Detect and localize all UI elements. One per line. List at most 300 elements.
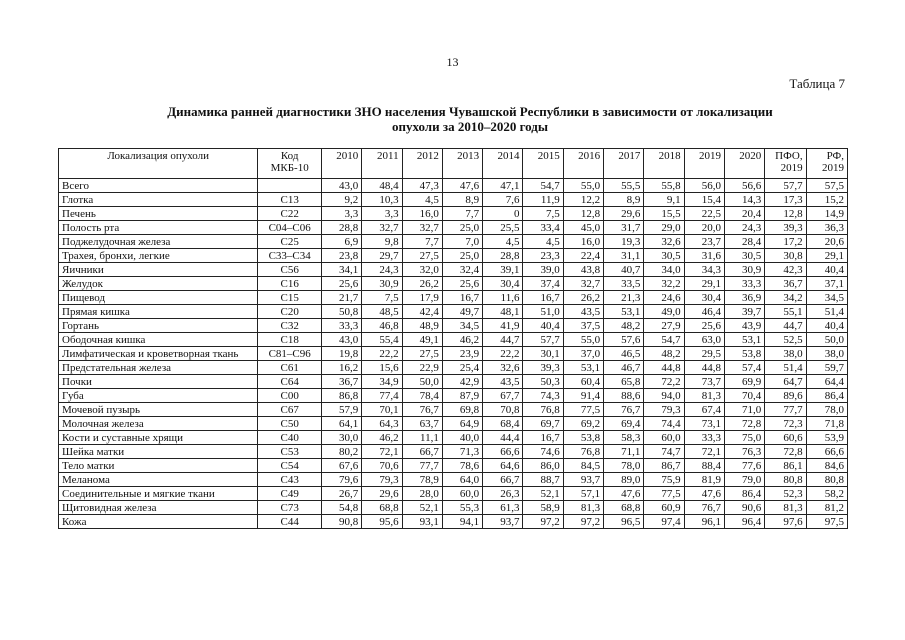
icd-code-cell: С54 — [258, 459, 322, 473]
value-cell: 72,8 — [724, 417, 764, 431]
value-cell: 15,4 — [684, 193, 724, 207]
value-cell: 48,2 — [604, 319, 644, 333]
value-cell: 23,7 — [684, 235, 724, 249]
column-header: Код МКБ-10 — [258, 149, 322, 179]
title-line-2: опухоли за 2010–2020 годы — [391, 119, 548, 134]
value-cell: 7,0 — [442, 235, 482, 249]
table-row — [59, 515, 848, 529]
value-cell: 17,2 — [765, 235, 806, 249]
icd-code-cell: С16 — [258, 277, 322, 291]
value-cell: 64,3 — [362, 417, 402, 431]
value-cell: 48,5 — [362, 305, 402, 319]
value-cell: 15,5 — [644, 207, 684, 221]
value-cell: 11,9 — [523, 193, 563, 207]
value-cell: 76,8 — [563, 445, 603, 459]
value-cell: 21,3 — [604, 291, 644, 305]
value-cell: 7,5 — [523, 207, 563, 221]
value-cell: 31,1 — [604, 249, 644, 263]
localization-cell: Мочевой пузырь — [59, 403, 258, 417]
value-cell: 9,1 — [644, 193, 684, 207]
value-cell: 34,2 — [765, 291, 806, 305]
value-cell: 32,7 — [362, 221, 402, 235]
icd-code-cell: С50 — [258, 417, 322, 431]
value-cell: 81,9 — [684, 473, 724, 487]
value-cell: 34,5 — [442, 319, 482, 333]
value-cell: 47,3 — [402, 179, 442, 193]
table-row — [59, 389, 848, 403]
value-cell: 38,0 — [806, 347, 847, 361]
value-cell: 43,0 — [321, 179, 361, 193]
icd-code-cell: С44 — [258, 515, 322, 529]
value-cell: 67,4 — [684, 403, 724, 417]
value-cell: 25,5 — [483, 221, 523, 235]
value-cell: 97,4 — [644, 515, 684, 529]
value-cell: 94,1 — [442, 515, 482, 529]
value-cell: 25,6 — [442, 277, 482, 291]
value-cell: 46,4 — [684, 305, 724, 319]
value-cell: 68,4 — [483, 417, 523, 431]
value-cell: 88,6 — [604, 389, 644, 403]
value-cell: 97,2 — [523, 515, 563, 529]
value-cell: 16,7 — [523, 291, 563, 305]
table-row — [59, 347, 848, 361]
value-cell: 50,3 — [523, 375, 563, 389]
value-cell: 53,1 — [563, 361, 603, 375]
value-cell: 74,6 — [523, 445, 563, 459]
value-cell: 8,9 — [442, 193, 482, 207]
column-header: 2014 — [483, 149, 523, 179]
table-row — [59, 221, 848, 235]
value-cell: 80,2 — [321, 445, 361, 459]
value-cell: 86,1 — [765, 459, 806, 473]
document-title — [120, 104, 820, 134]
localization-cell: Желудок — [59, 277, 258, 291]
value-cell: 4,5 — [402, 193, 442, 207]
value-cell: 47,6 — [684, 487, 724, 501]
value-cell: 58,2 — [806, 487, 847, 501]
localization-cell: Гортань — [59, 319, 258, 333]
value-cell: 87,9 — [442, 389, 482, 403]
value-cell: 52,3 — [765, 487, 806, 501]
value-cell: 28,8 — [483, 249, 523, 263]
localization-cell: Меланома — [59, 473, 258, 487]
value-cell: 9,2 — [321, 193, 361, 207]
value-cell: 8,9 — [604, 193, 644, 207]
value-cell: 30,5 — [724, 249, 764, 263]
value-cell: 44,8 — [644, 361, 684, 375]
icd-code-cell: С40 — [258, 431, 322, 445]
value-cell: 26,3 — [483, 487, 523, 501]
value-cell: 67,7 — [483, 389, 523, 403]
value-cell: 78,0 — [604, 459, 644, 473]
value-cell: 22,4 — [563, 249, 603, 263]
table-row — [59, 305, 848, 319]
value-cell: 84,5 — [563, 459, 603, 473]
value-cell: 25,6 — [321, 277, 361, 291]
table-row — [59, 249, 848, 263]
value-cell: 74,7 — [644, 445, 684, 459]
value-cell: 52,5 — [765, 333, 806, 347]
value-cell: 65,8 — [604, 375, 644, 389]
value-cell: 69,4 — [604, 417, 644, 431]
value-cell: 26,7 — [321, 487, 361, 501]
value-cell: 11,6 — [483, 291, 523, 305]
value-cell: 72,1 — [362, 445, 402, 459]
value-cell: 36,9 — [724, 291, 764, 305]
value-cell: 93,1 — [402, 515, 442, 529]
icd-code-cell: С18 — [258, 333, 322, 347]
value-cell: 24,3 — [724, 221, 764, 235]
value-cell: 19,3 — [604, 235, 644, 249]
icd-code-cell: С32 — [258, 319, 322, 333]
value-cell: 14,3 — [724, 193, 764, 207]
column-header: 2011 — [362, 149, 402, 179]
localization-cell: Глотка — [59, 193, 258, 207]
page-number: 13 — [446, 55, 459, 69]
value-cell: 64,4 — [806, 375, 847, 389]
value-cell: 26,2 — [402, 277, 442, 291]
value-cell: 71,8 — [806, 417, 847, 431]
value-cell: 56,0 — [684, 179, 724, 193]
value-cell: 53,9 — [806, 431, 847, 445]
value-cell: 25,6 — [684, 319, 724, 333]
value-cell: 29,6 — [604, 207, 644, 221]
value-cell: 57,4 — [724, 361, 764, 375]
icd-code-cell: С20 — [258, 305, 322, 319]
value-cell: 46,5 — [604, 347, 644, 361]
value-cell: 43,9 — [724, 319, 764, 333]
value-cell: 48,4 — [362, 179, 402, 193]
icd-code-cell: С00 — [258, 389, 322, 403]
value-cell: 57,7 — [765, 179, 806, 193]
value-cell: 47,6 — [442, 179, 482, 193]
icd-code-cell: С73 — [258, 501, 322, 515]
column-header: Локализация опухоли — [59, 149, 258, 179]
value-cell: 96,4 — [724, 515, 764, 529]
value-cell: 42,3 — [765, 263, 806, 277]
value-cell: 60,4 — [563, 375, 603, 389]
value-cell: 38,0 — [765, 347, 806, 361]
value-cell: 63,7 — [402, 417, 442, 431]
value-cell: 77,5 — [563, 403, 603, 417]
value-cell: 44,4 — [483, 431, 523, 445]
value-cell: 31,6 — [684, 249, 724, 263]
value-cell: 16,0 — [563, 235, 603, 249]
value-cell: 29,5 — [684, 347, 724, 361]
table-row — [59, 263, 848, 277]
value-cell: 89,6 — [765, 389, 806, 403]
value-cell: 32,7 — [402, 221, 442, 235]
value-cell: 26,2 — [563, 291, 603, 305]
value-cell: 30,4 — [684, 291, 724, 305]
value-cell: 72,2 — [644, 375, 684, 389]
value-cell: 46,7 — [604, 361, 644, 375]
value-cell: 22,9 — [402, 361, 442, 375]
value-cell: 77,5 — [644, 487, 684, 501]
value-cell: 50,0 — [806, 333, 847, 347]
value-cell: 84,6 — [806, 459, 847, 473]
value-cell: 64,0 — [442, 473, 482, 487]
value-cell: 55,0 — [563, 179, 603, 193]
icd-code-cell: С33–С34 — [258, 249, 322, 263]
value-cell: 25,4 — [442, 361, 482, 375]
value-cell: 37,1 — [806, 277, 847, 291]
value-cell: 72,8 — [765, 445, 806, 459]
value-cell: 51,4 — [806, 305, 847, 319]
value-cell: 30,0 — [321, 431, 361, 445]
value-cell: 69,7 — [523, 417, 563, 431]
value-cell: 28,4 — [724, 235, 764, 249]
value-cell: 76,8 — [523, 403, 563, 417]
value-cell: 81,3 — [684, 389, 724, 403]
value-cell: 57,6 — [604, 333, 644, 347]
column-header: 2017 — [604, 149, 644, 179]
value-cell: 46,2 — [442, 333, 482, 347]
value-cell: 54,7 — [644, 333, 684, 347]
icd-code-cell: С22 — [258, 207, 322, 221]
value-cell: 81,3 — [563, 501, 603, 515]
icd-code-cell: С61 — [258, 361, 322, 375]
localization-cell: Яичники — [59, 263, 258, 277]
value-cell: 73,1 — [684, 417, 724, 431]
value-cell: 51,4 — [765, 361, 806, 375]
value-cell: 16,0 — [402, 207, 442, 221]
table-row — [59, 235, 848, 249]
localization-cell: Печень — [59, 207, 258, 221]
value-cell: 43,8 — [563, 263, 603, 277]
value-cell: 34,3 — [684, 263, 724, 277]
value-cell: 24,3 — [362, 263, 402, 277]
value-cell: 70,4 — [724, 389, 764, 403]
value-cell: 37,0 — [563, 347, 603, 361]
value-cell: 50,0 — [402, 375, 442, 389]
value-cell: 76,7 — [684, 501, 724, 515]
value-cell: 29,7 — [362, 249, 402, 263]
icd-code-cell: С67 — [258, 403, 322, 417]
value-cell: 58,9 — [523, 501, 563, 515]
table-row — [59, 207, 848, 221]
value-cell: 34,0 — [644, 263, 684, 277]
localization-cell: Губа — [59, 389, 258, 403]
table-row — [59, 291, 848, 305]
value-cell: 31,7 — [604, 221, 644, 235]
column-header: 2019 — [684, 149, 724, 179]
value-cell: 74,3 — [523, 389, 563, 403]
value-cell: 74,4 — [644, 417, 684, 431]
data-table — [58, 148, 848, 529]
value-cell: 36,7 — [765, 277, 806, 291]
value-cell: 33,3 — [724, 277, 764, 291]
table-row — [59, 375, 848, 389]
value-cell: 40,0 — [442, 431, 482, 445]
value-cell: 60,9 — [644, 501, 684, 515]
value-cell: 75,0 — [724, 431, 764, 445]
value-cell: 88,7 — [523, 473, 563, 487]
table-header-row — [59, 149, 848, 179]
value-cell: 30,9 — [724, 263, 764, 277]
value-cell: 39,3 — [523, 361, 563, 375]
value-cell: 53,1 — [604, 305, 644, 319]
value-cell: 22,2 — [483, 347, 523, 361]
value-cell: 32,6 — [483, 361, 523, 375]
value-cell: 70,1 — [362, 403, 402, 417]
value-cell: 16,7 — [442, 291, 482, 305]
value-cell: 20,4 — [724, 207, 764, 221]
value-cell: 90,8 — [321, 515, 361, 529]
value-cell: 36,3 — [806, 221, 847, 235]
value-cell: 28,0 — [402, 487, 442, 501]
value-cell: 7,7 — [402, 235, 442, 249]
column-header: ПФО, 2019 — [765, 149, 806, 179]
value-cell: 42,9 — [442, 375, 482, 389]
value-cell: 71,0 — [724, 403, 764, 417]
value-cell: 70,6 — [362, 459, 402, 473]
table-row — [59, 501, 848, 515]
table-row — [59, 487, 848, 501]
localization-cell: Пищевод — [59, 291, 258, 305]
value-cell: 64,9 — [442, 417, 482, 431]
value-cell: 69,8 — [442, 403, 482, 417]
value-cell: 43,5 — [483, 375, 523, 389]
value-cell: 39,0 — [523, 263, 563, 277]
icd-code-cell: С25 — [258, 235, 322, 249]
value-cell: 86,8 — [321, 389, 361, 403]
value-cell: 40,7 — [604, 263, 644, 277]
icd-code-cell: С64 — [258, 375, 322, 389]
value-cell: 17,3 — [765, 193, 806, 207]
value-cell: 50,8 — [321, 305, 361, 319]
value-cell: 45,0 — [563, 221, 603, 235]
value-cell: 66,6 — [806, 445, 847, 459]
value-cell: 49,1 — [402, 333, 442, 347]
table-row — [59, 473, 848, 487]
value-cell: 55,3 — [442, 501, 482, 515]
icd-code-cell: С53 — [258, 445, 322, 459]
value-cell: 71,3 — [442, 445, 482, 459]
value-cell: 60,6 — [765, 431, 806, 445]
value-cell: 55,5 — [604, 179, 644, 193]
value-cell: 33,3 — [321, 319, 361, 333]
value-cell: 93,7 — [563, 473, 603, 487]
value-cell: 97,6 — [765, 515, 806, 529]
localization-cell: Полость рта — [59, 221, 258, 235]
value-cell: 36,7 — [321, 375, 361, 389]
value-cell: 37,5 — [563, 319, 603, 333]
table-row — [59, 277, 848, 291]
value-cell: 30,4 — [483, 277, 523, 291]
value-cell: 54,7 — [523, 179, 563, 193]
value-cell: 79,0 — [724, 473, 764, 487]
value-cell: 76,7 — [604, 403, 644, 417]
value-cell: 16,7 — [523, 431, 563, 445]
value-cell: 76,7 — [402, 403, 442, 417]
localization-cell: Лимфатическая и кроветворная ткань — [59, 347, 258, 361]
value-cell: 40,4 — [523, 319, 563, 333]
table-row — [59, 319, 848, 333]
value-cell: 12,8 — [765, 207, 806, 221]
value-cell: 44,7 — [765, 319, 806, 333]
value-cell: 79,6 — [321, 473, 361, 487]
value-cell: 20,0 — [684, 221, 724, 235]
value-cell: 86,4 — [806, 389, 847, 403]
value-cell: 7,7 — [442, 207, 482, 221]
value-cell: 78,4 — [402, 389, 442, 403]
localization-cell: Предстательная железа — [59, 361, 258, 375]
value-cell: 64,6 — [483, 459, 523, 473]
column-header: РФ, 2019 — [806, 149, 847, 179]
value-cell: 93,7 — [483, 515, 523, 529]
value-cell: 30,8 — [765, 249, 806, 263]
value-cell: 56,6 — [724, 179, 764, 193]
value-cell: 68,8 — [604, 501, 644, 515]
value-cell: 47,1 — [483, 179, 523, 193]
value-cell: 28,8 — [321, 221, 361, 235]
column-header: 2016 — [563, 149, 603, 179]
value-cell: 15,6 — [362, 361, 402, 375]
value-cell: 71,1 — [604, 445, 644, 459]
icd-code-cell: С81–С96 — [258, 347, 322, 361]
value-cell: 48,9 — [402, 319, 442, 333]
value-cell: 7,5 — [362, 291, 402, 305]
value-cell: 11,1 — [402, 431, 442, 445]
table-row — [59, 445, 848, 459]
value-cell: 68,8 — [362, 501, 402, 515]
value-cell: 64,7 — [765, 375, 806, 389]
value-cell: 55,0 — [563, 333, 603, 347]
value-cell: 72,3 — [765, 417, 806, 431]
value-cell: 15,2 — [806, 193, 847, 207]
value-cell: 29,0 — [644, 221, 684, 235]
value-cell: 96,5 — [604, 515, 644, 529]
value-cell: 33,5 — [604, 277, 644, 291]
value-cell: 66,7 — [402, 445, 442, 459]
value-cell: 23,8 — [321, 249, 361, 263]
value-cell: 44,8 — [684, 361, 724, 375]
column-header: 2018 — [644, 149, 684, 179]
value-cell: 12,2 — [563, 193, 603, 207]
localization-cell: Прямая кишка — [59, 305, 258, 319]
icd-code-cell — [258, 179, 322, 193]
value-cell: 53,1 — [724, 333, 764, 347]
value-cell: 42,4 — [402, 305, 442, 319]
value-cell: 27,5 — [402, 249, 442, 263]
value-cell: 80,8 — [806, 473, 847, 487]
value-cell: 7,6 — [483, 193, 523, 207]
value-cell: 66,6 — [483, 445, 523, 459]
value-cell: 32,2 — [644, 277, 684, 291]
value-cell: 39,7 — [724, 305, 764, 319]
localization-cell: Всего — [59, 179, 258, 193]
value-cell: 97,5 — [806, 515, 847, 529]
localization-cell: Шейка матки — [59, 445, 258, 459]
value-cell: 3,3 — [362, 207, 402, 221]
value-cell: 33,3 — [684, 431, 724, 445]
value-cell: 43,5 — [563, 305, 603, 319]
value-cell: 39,1 — [483, 263, 523, 277]
value-cell: 23,3 — [523, 249, 563, 263]
table-row — [59, 431, 848, 445]
value-cell: 33,4 — [523, 221, 563, 235]
value-cell: 21,7 — [321, 291, 361, 305]
value-cell: 41,9 — [483, 319, 523, 333]
value-cell: 25,0 — [442, 221, 482, 235]
value-cell: 89,0 — [604, 473, 644, 487]
value-cell: 48,1 — [483, 305, 523, 319]
table-row — [59, 403, 848, 417]
value-cell: 30,9 — [362, 277, 402, 291]
value-cell: 57,5 — [806, 179, 847, 193]
value-cell: 16,2 — [321, 361, 361, 375]
